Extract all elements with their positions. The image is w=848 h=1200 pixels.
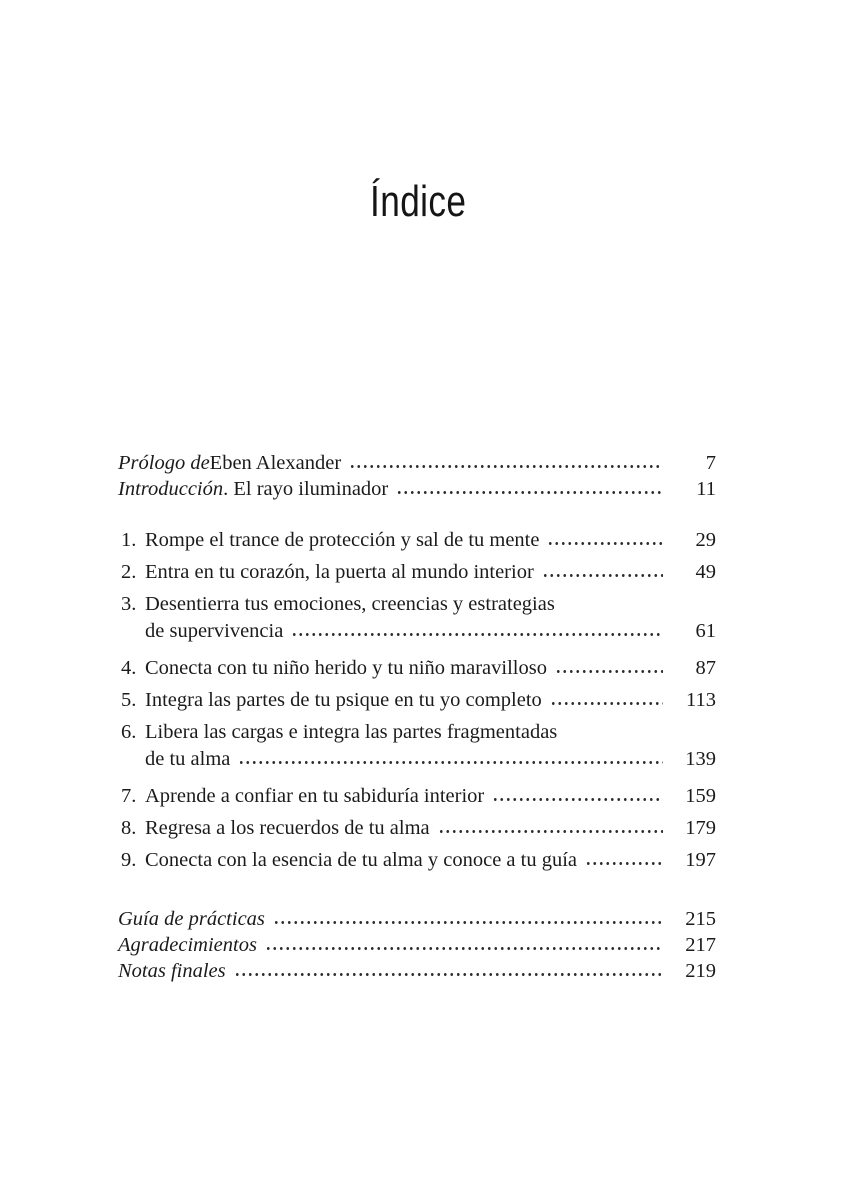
page-number: 7: [705, 452, 716, 474]
chapter-number: 7.: [121, 785, 137, 807]
chapter-title: Conecta con tu niño herido y tu niño maravilloso: [145, 657, 547, 679]
page-number: 61: [695, 620, 716, 642]
page-number: 113: [686, 689, 716, 711]
chapter-title: Regresa a los recuerdos de tu alma: [145, 817, 430, 839]
toc-entry-5: [118, 687, 716, 714]
page-title: [120, 177, 717, 226]
chapter-number: 3.: [121, 593, 137, 615]
chapter-number: 4.: [121, 657, 137, 679]
chapter-title: Entra en tu corazón, la puerta al mundo interior: [145, 561, 534, 583]
toc-entry-1: [118, 527, 716, 554]
dot-leader: [438, 829, 663, 834]
chapter-number: 8.: [121, 817, 137, 839]
chapter-number: 6.: [121, 721, 137, 743]
entry-label-italic: Guía de prácticas: [118, 908, 265, 930]
page-number: 215: [685, 908, 716, 930]
toc-entry-introduccion: [118, 476, 716, 502]
toc-entry-2: [118, 559, 716, 586]
dot-leader: [265, 946, 663, 951]
page-number: 179: [685, 817, 716, 839]
chapter-number: 5.: [121, 689, 137, 711]
page-title-text: Índice: [370, 177, 467, 226]
toc-entry-6: [118, 719, 716, 773]
toc-front-matter: [118, 450, 716, 502]
page-number: 29: [695, 529, 716, 551]
entry-label: Eben Alexander: [209, 452, 342, 474]
toc-entry-guia: [118, 906, 716, 932]
chapter-number: 2.: [121, 561, 137, 583]
page-number: 159: [685, 785, 716, 807]
entry-label-italic: Notas finales: [118, 960, 226, 982]
chapter-title: Integra las partes de tu psique en tu yo completo: [145, 689, 542, 711]
entry-label: . El rayo iluminador: [223, 478, 389, 500]
page-number: 217: [685, 934, 716, 956]
page-number: 87: [695, 657, 716, 679]
dot-leader: [396, 490, 663, 495]
dot-leader: [547, 541, 663, 546]
dot-leader: [492, 797, 663, 802]
dot-leader: [234, 972, 663, 977]
chapter-title-continued: de supervivencia: [145, 620, 284, 642]
dot-leader: [349, 464, 663, 469]
page-number: 139: [685, 748, 716, 770]
chapter-title-continued: de tu alma: [145, 748, 231, 770]
toc-chapters: [118, 527, 716, 879]
dot-leader: [550, 701, 663, 706]
toc-entry-agradecimientos: [118, 932, 716, 958]
entry-label-italic: Prólogo de: [118, 452, 210, 474]
dot-leader: [273, 920, 663, 925]
chapter-title: Aprende a confiar en tu sabiduría interior: [145, 785, 485, 807]
dot-leader: [238, 760, 663, 765]
dot-leader: [555, 669, 663, 674]
entry-label-italic: Introducción: [118, 478, 224, 500]
toc-entry-notas: [118, 958, 716, 984]
chapter-title: Conecta con la esencia de tu alma y conoce a tu guía: [145, 849, 578, 871]
chapter-title: Desentierra tus emociones, creencias y estrategias: [145, 593, 555, 615]
toc-entry-4: [118, 655, 716, 682]
toc-back-matter: [118, 906, 716, 984]
page-number: 219: [685, 960, 716, 982]
chapter-number: 9.: [121, 849, 137, 871]
page-number: 197: [685, 849, 716, 871]
toc-entry-9: [118, 847, 716, 874]
chapter-number: 1.: [121, 529, 137, 551]
toc-entry-3: [118, 591, 716, 645]
dot-leader: [291, 632, 663, 637]
entry-label-italic: Agradecimientos: [118, 934, 257, 956]
toc-entry-7: [118, 783, 716, 810]
toc-entry-8: [118, 815, 716, 842]
dot-leader: [542, 573, 663, 578]
chapter-title: Libera las cargas e integra las partes fragmentadas: [145, 721, 558, 743]
dot-leader: [585, 861, 663, 866]
toc-entry-prologo: [118, 450, 716, 476]
chapter-title: Rompe el trance de protección y sal de tu mente: [145, 529, 540, 551]
page-number: 49: [695, 561, 716, 583]
page-number: 11: [696, 478, 716, 500]
